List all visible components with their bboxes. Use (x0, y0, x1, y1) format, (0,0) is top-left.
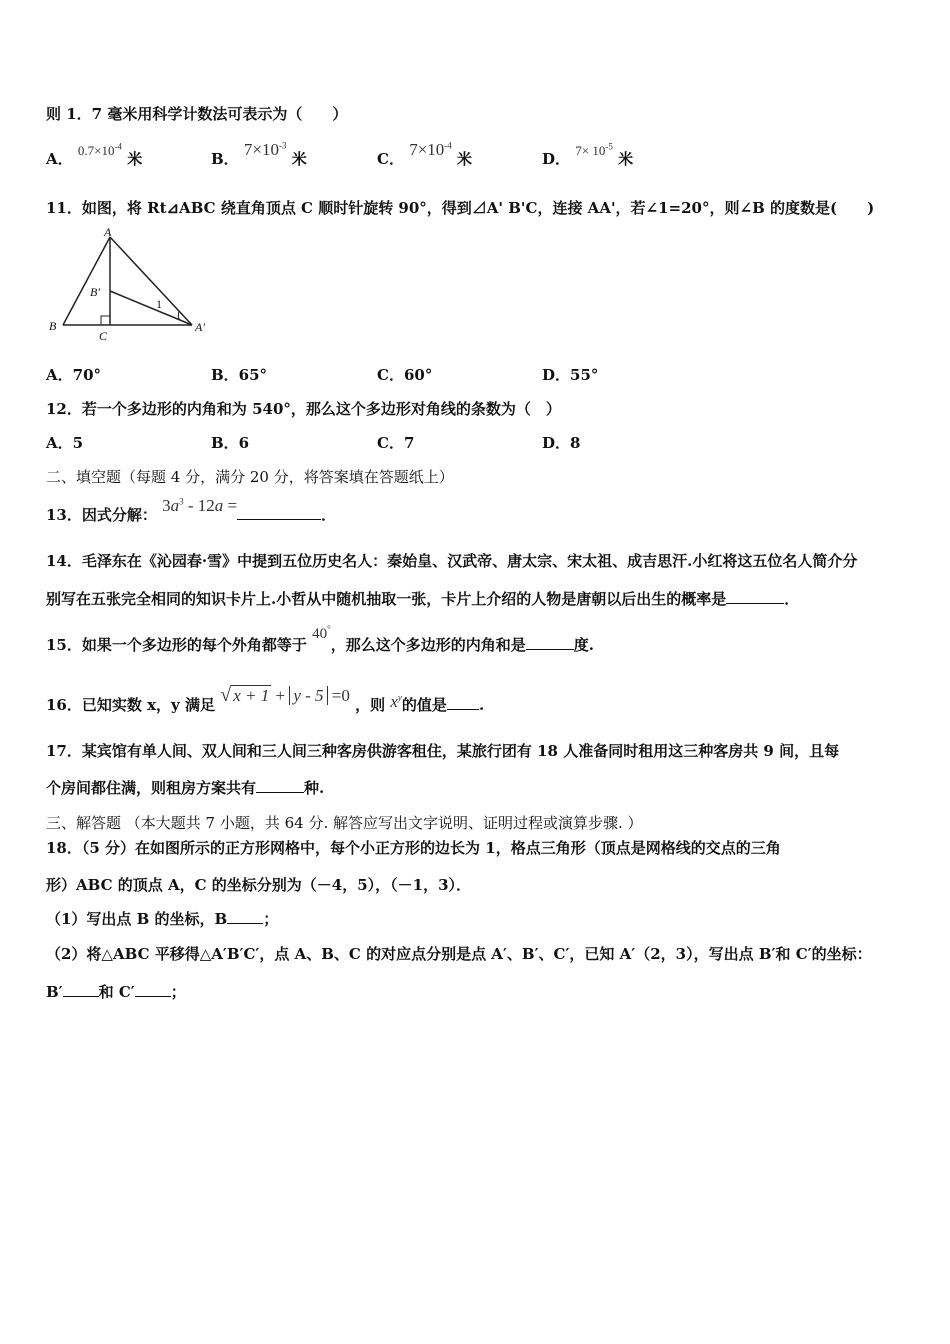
q18-line-1: 18．（5 分）在如图所示的正方形网格中，每个小正方形的边长为 1，格点三角形（顶点是网格线的交点的三角 (46, 839, 781, 857)
segment-aa-prime (110, 237, 192, 325)
q12-option-c[interactable]: C．7 (377, 434, 415, 452)
right-angle-mark (101, 316, 110, 325)
label-a-prime: A′ (195, 320, 205, 334)
q14-line-2: 别写在五张完全相同的知识卡片上.小哲从中随机抽取一张，卡片上介绍的人物是唐朝以后出生的概率是 ． (46, 590, 800, 608)
q11-option-d[interactable]: D．55° (542, 366, 599, 384)
q11-option-b[interactable]: B．65° (211, 366, 268, 384)
q18-b-answer-blank[interactable] (227, 909, 263, 924)
q15-answer-blank[interactable] (526, 635, 574, 650)
q17-answer-blank[interactable] (256, 778, 304, 793)
q10-option-d[interactable]: D． $7\times 10^{-5}$ 米 (542, 141, 634, 168)
q16: 16．已知实数 x，y 满足 √ x + 1 + y - 5 =0 ，则 $x^y$的值是 . (46, 684, 485, 714)
q15: 15．如果一个多边形的每个外角都等于 40°，那么这个多边形的内角和是 度. (46, 624, 594, 654)
q18-c-prime-answer-blank[interactable] (135, 982, 171, 997)
q12-stem: 12．若一个多边形的内角和为 540°，那么这个多边形对角线的条数为（ ） (46, 400, 561, 418)
q12-option-d[interactable]: D．8 (542, 434, 581, 452)
q12-option-a[interactable]: A．5 (46, 434, 84, 452)
q14-answer-blank[interactable] (726, 589, 784, 604)
label-b-prime: B′ (90, 285, 100, 299)
q17-line-1: 17．某宾馆有单人间、双人间和三人间三种客房供游客租住，某旅行团有 18 人准备同时租用这三种客房共 9 间，且每 (46, 742, 840, 760)
section-2-heading: 二、填空题（每题 4 分，满分 20 分，将答案填在答题纸上） (46, 468, 454, 486)
q18-part-1: （1）写出点 B 的坐标，B ； (46, 910, 279, 928)
q11-triangle-figure (44, 224, 224, 346)
q12-option-b[interactable]: B．6 (211, 434, 250, 452)
segment-ab (63, 237, 110, 325)
q18-part-2: （2）将△ABC 平移得△A′B′C′，点 A、B、C 的对应点分别是点 A′、B′、C′，已知 A′（2，3），写出点 B′和 C′的坐标： (46, 945, 872, 963)
q13-answer-blank[interactable] (237, 505, 321, 520)
q11-option-c[interactable]: C．60° (377, 366, 433, 384)
q11-stem: 11．如图，将 Rt⊿ABC 绕直角顶点 C 顺时针旋转 90°，得到⊿A' B'C，连接 AA'，若∠1=20°，则∠B 的度数是( ) (46, 199, 875, 217)
q10-stem: 则 1．7 毫米用科学计数法可表示为（ ） (46, 105, 348, 123)
q14-line-1: 14．毛泽东在《沁园春·雪》中提到五位历史名人：秦始皇、汉武帝、唐太宗、宋太祖、成吉思汗.小红将这五位名人简介分 (46, 552, 858, 570)
label-b: B (49, 319, 57, 333)
label-a: A (104, 225, 112, 239)
q10-option-b[interactable]: B． $7\times 10^{-3}$ 米 (211, 140, 307, 168)
q18-part-3: B′ 和 C′ ； (46, 983, 186, 1001)
q18-b-prime-answer-blank[interactable] (63, 982, 99, 997)
q16-answer-blank[interactable] (447, 695, 479, 710)
label-c: C (99, 329, 108, 343)
q17-line-2: 个房间都住满，则租房方案共有 种. (46, 779, 325, 797)
q11-option-a[interactable]: A．70° (46, 366, 102, 384)
q10-option-c[interactable]: C． $7\times 10^{-4}$ 米 (377, 140, 473, 168)
section-3-heading: 三、解答题 （本大题共 7 小题，共 64 分. 解答应写出文字说明、证明过程或演算步骤. ） (46, 814, 643, 832)
label-angle-1: 1 (156, 297, 162, 311)
q10-option-a[interactable]: A． $0.7\times 10^{-4}$ 米 (46, 141, 143, 168)
q18-line-2: 形）ABC 的顶点 A，C 的坐标分别为（－4，5），（－1，3）． (46, 876, 472, 894)
q13: 13．因式分解： $3a^3 - 12a$ = ． (46, 496, 337, 524)
